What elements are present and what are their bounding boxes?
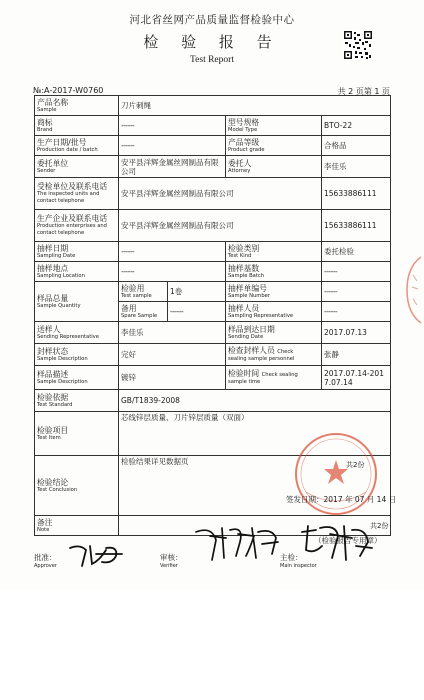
value-sending-rep: 李佳乐 <box>119 322 226 344</box>
row-sample-desc <box>35 366 391 390</box>
row-inspected-unit <box>35 178 391 210</box>
row-prod-date <box>35 136 391 156</box>
label-brand: 商标 Brand <box>35 116 119 136</box>
value-sample-name: 刀片刺绳 <box>119 96 391 116</box>
label-sending-date: 样品到达日期 Sending Date <box>226 322 322 344</box>
row-sending-rep <box>35 322 391 344</box>
report-title: 检 验 报 告 <box>143 33 281 51</box>
value-seal-check: 张静 <box>322 344 391 366</box>
value-model: BTO-22 <box>322 116 391 136</box>
row-sender <box>35 156 391 178</box>
row-sample-name <box>35 96 391 116</box>
value-producer: 安平县洋辉金属丝网制品有限公司 <box>119 210 322 242</box>
value-inspected-unit: 安平县洋辉金属丝网制品有限公司 <box>119 178 322 210</box>
row-sampling-location <box>35 262 391 282</box>
row-sample-qty-a <box>35 282 391 302</box>
value-prod-date: ------ <box>119 136 226 156</box>
value-sample-batch: ------ <box>322 262 391 282</box>
value-grade: 合格品 <box>322 136 391 156</box>
label-prod-date: 生产日期/批号 Production date / batch <box>35 136 119 156</box>
value-sampling-rep: ------ <box>322 302 391 322</box>
label-test-item: 检验项目 Test Item <box>35 412 119 456</box>
edge-seal-fragment <box>403 255 423 325</box>
label-seal-desc: 封样状态 Sample Description <box>35 344 119 366</box>
value-conclusion: 检验结果详见数据页 <box>119 456 391 516</box>
label-test-sample: 检验用 Test sample <box>119 282 168 302</box>
label-sender: 委托单位 Sender <box>35 156 119 178</box>
tester-label: 主检： Main inspector <box>280 553 317 569</box>
copies-count: 共2份 <box>346 461 365 469</box>
label-sampling-rep: 抽样人员 Sampling Representative <box>226 302 322 322</box>
label-conclusion: 检验结论 Test Conclusion <box>35 456 119 516</box>
approver-label: 批准： Approver <box>34 553 57 569</box>
qr-code-icon <box>343 30 373 60</box>
value-sender: 安平县洋辉金属丝网制品有限公司 <box>119 156 226 178</box>
label-sending-rep: 送样人 Sending Representative <box>35 322 119 344</box>
label-attorney: 委托人 Attorney <box>226 156 322 178</box>
label-sampling-location: 抽样地点 Sampling Location <box>35 262 119 282</box>
row-brand <box>35 116 391 136</box>
label-sample-qty: 样品总量 Sample Quantity <box>35 282 119 322</box>
label-sampling-date: 抽样日期 Sampling Date <box>35 242 119 262</box>
value-brand: ------ <box>119 116 226 136</box>
value-sending-date: 2017.07.13 <box>322 322 391 344</box>
label-test-time: 检验时间 Check sealing sample time <box>226 366 322 390</box>
label-model: 型号规格 Model Type <box>226 116 322 136</box>
value-test-item: 芯线锌层质量、刀片锌层质量（双面） <box>119 412 391 456</box>
label-sample-batch: 抽样基数 Sample Batch <box>226 262 322 282</box>
report-number: №:A-2017-W0760 <box>33 86 104 95</box>
value-spare-sample: ------ <box>168 302 226 322</box>
label-sample-number: 抽样单编号 Sample Number <box>226 282 322 302</box>
value-producer-phone: 15633886111 <box>322 210 391 242</box>
row-seal-desc <box>35 344 391 366</box>
org-name: 河北省丝网产品质量监督检验中心 <box>129 14 295 26</box>
value-inspected-phone: 15633886111 <box>322 178 391 210</box>
verifier-label: 审核： Verifier <box>160 553 183 569</box>
value-standard: GB/T1839-2008 <box>119 390 391 412</box>
label-sample-desc: 样品描述 Sample Description <box>35 366 119 390</box>
page-info: 共 2 页第 1 页 <box>337 87 390 96</box>
value-test-sample: 1卷 <box>168 282 226 302</box>
value-sampling-location: ------ <box>119 262 226 282</box>
verifier-signature <box>192 520 282 564</box>
report-title-en: Test Report <box>190 55 234 65</box>
label-producer: 生产企业及联系电话 Production enterprises and contact telephone <box>35 210 119 242</box>
label-inspected-unit: 受检单位及联系电话 The inspected units and contact telephone <box>35 178 119 210</box>
label-test-kind: 检验类别 Test Kind <box>226 242 322 262</box>
label-standard: 检验依据 Test Standard <box>35 390 119 412</box>
tester-signature <box>296 520 374 564</box>
value-seal-desc: 完好 <box>119 344 226 366</box>
value-test-kind: 委托检验 <box>322 242 391 262</box>
row-producer <box>35 210 391 242</box>
value-sampling-date: ------ <box>119 242 226 262</box>
approver-signature <box>66 540 130 570</box>
label-grade: 产品等级 Product grade <box>226 136 322 156</box>
row-standard <box>35 390 391 412</box>
value-sample-number: ------ <box>322 282 391 302</box>
seal-note: （检验报告专用章） <box>314 536 382 545</box>
label-sample-name: 产品名称 Sample <box>35 96 119 116</box>
label-note: 备注 Note <box>35 516 119 536</box>
issue-date: 签发日期：2017 年 07 月 14 日 <box>286 495 397 504</box>
label-spare-sample: 备用 Spare Sample <box>119 302 168 322</box>
value-test-time: 2017.07.14-2017.07.14 <box>322 366 391 390</box>
blank-area <box>0 590 424 700</box>
value-sample-desc: 镀锌 <box>119 366 226 390</box>
row-sampling-date <box>35 242 391 262</box>
value-attorney: 李佳乐 <box>322 156 391 178</box>
label-seal-check: 检查封样人员 Check sealing sample personnel <box>226 344 322 366</box>
copies-count-2: 共2份 <box>370 522 389 530</box>
